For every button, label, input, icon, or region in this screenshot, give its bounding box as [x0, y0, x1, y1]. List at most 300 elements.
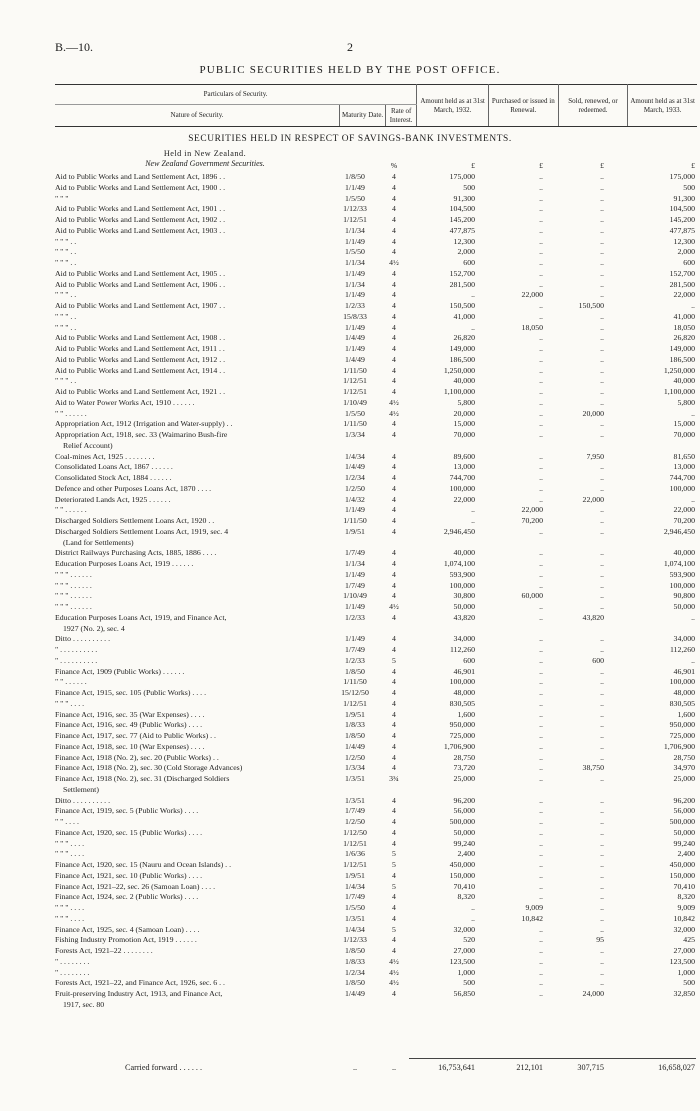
- col-rate: Rate of Interest.: [386, 105, 417, 127]
- cell-rt: 4½: [389, 397, 399, 407]
- cell-mat: 1/2/34: [345, 473, 365, 482]
- cell-a1: 32,000: [453, 924, 475, 934]
- cell-rt: 4: [392, 322, 396, 332]
- cell-a2: 22,000: [521, 290, 543, 300]
- cell-a3: ..: [600, 774, 604, 783]
- table-row: [55, 645, 697, 656]
- cell-a1: 13,000: [453, 462, 475, 472]
- cell-a1: 830,505: [449, 698, 475, 708]
- cell-rt: 4: [392, 870, 396, 880]
- cell-a3: ..: [600, 827, 604, 837]
- table-row: [55, 957, 697, 968]
- cell-nm: " " " . . . .: [55, 838, 85, 848]
- cell-rt: 4: [392, 559, 396, 568]
- cell-mat: 1/9/51: [345, 526, 365, 536]
- cell-a1: 100,000: [449, 580, 475, 590]
- cell-mat: 1/4/34: [345, 451, 365, 461]
- cell-a4: 1,250,000: [663, 365, 695, 375]
- cell-a1: 1,100,000: [443, 387, 475, 396]
- cell-a1: 145,200: [449, 215, 475, 224]
- table-row: [55, 1000, 697, 1011]
- cell-a4: 90,800: [673, 591, 695, 601]
- cell-a4: ..: [691, 408, 695, 418]
- total-rule: [409, 1058, 696, 1059]
- table-row: [55, 882, 697, 893]
- cell-nm: Aid to Public Works and Land Settlement Act, 1912 . .: [55, 354, 226, 364]
- cell-a1: 96,200: [453, 795, 475, 805]
- cell-nm: Aid to Water Power Works Act, 1910 . . . . . .: [55, 397, 195, 407]
- cell-a2: ..: [539, 849, 543, 859]
- cell-nm: " " . . . . . .: [55, 408, 87, 418]
- cell-a3: ..: [600, 268, 604, 278]
- cell-rt: 4: [392, 268, 396, 278]
- cell-rt: 4: [392, 698, 396, 708]
- cell-mat: 1/7/49: [345, 645, 365, 654]
- cell-nm: " " " . . . . . .: [55, 580, 92, 590]
- cell-a1: 152,700: [449, 268, 475, 278]
- cell-nm: Finance Act, 1921, sec. 10 (Public Works) . . . .: [55, 870, 203, 880]
- cell-a4: 9,009: [677, 903, 695, 912]
- table-row: [55, 430, 697, 441]
- cell-a4: 15,000: [673, 419, 695, 429]
- cell-a1: 43,820: [453, 612, 475, 622]
- cell-a4: 40,000: [673, 548, 695, 558]
- table-row: [55, 989, 697, 1000]
- cell-rt: 4: [392, 892, 396, 902]
- cell-nm: Fishing Industry Promotion Act, 1919 . . . . . .: [55, 935, 197, 945]
- cell-a3: ..: [600, 698, 604, 708]
- cell-a3: ..: [600, 344, 604, 353]
- cell-a3: ..: [600, 602, 604, 611]
- cell-rt: 4: [392, 634, 396, 644]
- cell-rt: 4: [392, 419, 396, 429]
- cell-a2: ..: [539, 225, 543, 235]
- table-row: [55, 505, 697, 516]
- cell-a1: 91,300: [453, 193, 475, 203]
- cell-rt: 4: [392, 666, 396, 676]
- cell-a4: 500: [683, 978, 695, 988]
- cell-a2: ..: [539, 397, 543, 407]
- cell-a1: 1,074,100: [443, 559, 475, 568]
- table-row: [55, 978, 697, 989]
- cell-mat: 1/4/34: [345, 881, 365, 891]
- cell-a4: 281,500: [669, 279, 695, 289]
- cell-nm: Aid to Public Works and Land Settlement Act, 1903 . .: [55, 225, 226, 235]
- gov-securities-heading: New Zealand Government Securities.: [145, 159, 265, 168]
- totals-label: Carried forward . . . . . .: [125, 1063, 203, 1072]
- cell-mat: 1/9/51: [345, 870, 365, 880]
- cell-a2: ..: [539, 483, 543, 493]
- cell-a3: ..: [600, 978, 604, 988]
- cell-a4: 2,400: [677, 849, 695, 859]
- cell-a3: ..: [600, 365, 604, 375]
- cell-a1: 25,000: [453, 774, 475, 783]
- cell-a4: 70,000: [673, 430, 695, 439]
- cell-a3: ..: [600, 473, 604, 482]
- cell-a2: ..: [539, 946, 543, 955]
- cell-a4: 32,000: [673, 924, 695, 934]
- cell-rt: 4: [392, 193, 396, 203]
- cell-a2: ..: [539, 602, 543, 611]
- table-row: [55, 731, 697, 742]
- cell-a3: ..: [600, 548, 604, 558]
- cell-rt: 4: [392, 204, 396, 214]
- cell-mat: 1/6/36: [345, 849, 365, 859]
- cell-a1: 950,000: [449, 720, 475, 730]
- cell-mat: 1/2/33: [345, 612, 365, 622]
- cell-a2: ..: [539, 354, 543, 364]
- cell-a1: 1,250,000: [443, 365, 475, 375]
- cell-nm: " " " . .: [55, 290, 77, 300]
- cell-mat: 1/1/49: [345, 634, 365, 644]
- cell-rt: 4: [392, 462, 396, 472]
- cell-a1: 500: [463, 978, 475, 988]
- cell-a2: ..: [539, 709, 543, 719]
- table-row: [55, 688, 697, 699]
- cell-a2: 10,842: [521, 913, 543, 923]
- table-row: [55, 280, 697, 291]
- document-title: PUBLIC SECURITIES HELD BY THE POST OFFICE.: [199, 64, 501, 76]
- cell-nm: Aid to Public Works and Land Settlement Act, 1901 . .: [55, 204, 226, 214]
- cell-a3: ..: [600, 720, 604, 730]
- cell-mat: 1/10/49: [343, 591, 367, 601]
- cell-rt: 5: [392, 655, 396, 665]
- cell-rt: 4: [392, 935, 396, 945]
- cell-rt: 4½: [389, 408, 399, 418]
- cell-mat: 1/12/51: [343, 215, 367, 224]
- cell-a4: 593,900: [669, 569, 695, 579]
- cell-a1: 22,000: [453, 494, 475, 504]
- cell-a2: ..: [539, 247, 543, 257]
- cell-a4: 112,260: [669, 645, 695, 654]
- cell-a1: 26,820: [453, 333, 475, 343]
- cell-nm: Fruit-preserving Industry Act, 1913, and Finance Act,: [55, 989, 223, 998]
- cell-a1: 2,000: [457, 247, 475, 257]
- table-row: [55, 366, 697, 377]
- cell-a3: ..: [600, 580, 604, 590]
- cell-nm: Finance Act, 1918, sec. 10 (War Expenses) . . . .: [55, 741, 205, 751]
- cell-mat: 1/8/50: [345, 666, 365, 676]
- table-row: [55, 968, 697, 979]
- cell-mat: 1/2/33: [345, 301, 365, 310]
- cell-a4: 830,505: [669, 698, 695, 708]
- cell-a1: 112,260: [449, 645, 475, 654]
- cell-rt: 4½: [389, 956, 399, 966]
- table-row: [55, 409, 697, 420]
- cell-a3: ..: [600, 397, 604, 407]
- cell-a4: 123,500: [669, 956, 695, 966]
- cell-nm: Finance Act, 1921–22, sec. 26 (Samoan Loan) . . . .: [55, 881, 216, 891]
- cell-rt: 4: [392, 301, 396, 310]
- cell-a4: 104,500: [669, 204, 695, 214]
- col-sold: Sold, renewed, or redeemed.: [558, 85, 628, 127]
- cell-a2: ..: [539, 193, 543, 203]
- cell-a2: 18,050: [521, 322, 543, 332]
- cell-a2: ..: [539, 924, 543, 934]
- cell-rt: 4: [392, 989, 396, 998]
- cell-a2: ..: [539, 881, 543, 891]
- table-row: [55, 613, 697, 624]
- cell-a2: ..: [539, 430, 543, 439]
- cell-nm: Finance Act, 1915, sec. 105 (Public Works) . . . .: [55, 688, 207, 697]
- cell-nm: Finance Act, 1920, sec. 15 (Public Works) . . . .: [55, 827, 203, 837]
- cell-a4: 1,706,900: [663, 741, 695, 751]
- cell-mat: 1/9/51: [345, 709, 365, 719]
- cell-a4: 145,200: [669, 215, 695, 224]
- cell-a1: 593,900: [449, 569, 475, 579]
- cell-a4: 22,000: [673, 505, 695, 515]
- cell-nm: Discharged Soldiers Settlement Loans Act, 1919, sec. 4: [55, 526, 229, 536]
- cell-a1: 73,720: [453, 763, 475, 773]
- cell-a3: ..: [600, 333, 604, 343]
- cell-a3: ..: [600, 946, 604, 955]
- cell-a2: ..: [539, 956, 543, 966]
- cell-a3: ..: [600, 892, 604, 902]
- cell-nm: " " " . .: [55, 376, 77, 386]
- cell-a4: 34,000: [673, 634, 695, 644]
- cell-rt: 4: [392, 709, 396, 719]
- cell-a1: 450,000: [449, 860, 475, 869]
- cell-mat: 1/4/49: [345, 354, 365, 364]
- cell-rt: 4: [392, 645, 396, 654]
- cell-a4: 40,000: [673, 376, 695, 386]
- table-row: [55, 581, 697, 592]
- cell-rt: 4: [392, 354, 396, 364]
- cell-a3: 600: [592, 655, 604, 665]
- col-particulars: Particulars of Security.: [55, 85, 417, 105]
- totals-a3: 307,715: [577, 1063, 604, 1072]
- cell-a3: 7,950: [586, 451, 604, 461]
- cell-a1: 725,000: [449, 731, 475, 740]
- cell-a1: 15,000: [453, 419, 475, 429]
- cell-a1: ..: [471, 913, 475, 923]
- cell-a4: 25,000: [673, 774, 695, 783]
- cell-nm: Aid to Public Works and Land Settlement Act, 1906 . .: [55, 279, 226, 289]
- cell-a2: ..: [539, 494, 543, 504]
- cell-a4: 100,000: [669, 677, 695, 687]
- cell-a3: ..: [600, 956, 604, 966]
- table-row: [55, 548, 697, 559]
- cell-a2: ..: [539, 462, 543, 472]
- cell-a2: ..: [539, 688, 543, 697]
- cell-a2: ..: [539, 279, 543, 289]
- cell-rt: 4: [392, 172, 396, 181]
- cell-a1: 500: [463, 182, 475, 192]
- cell-a3: ..: [600, 182, 604, 192]
- cell-a1: 99,240: [453, 838, 475, 848]
- cell-a3: ..: [600, 860, 604, 869]
- cell-a1: 600: [463, 258, 475, 267]
- cell-nm: (Land for Settlements): [63, 537, 134, 547]
- cell-a1: 46,901: [453, 666, 475, 676]
- table-row: [55, 194, 697, 205]
- cell-rt: 5: [392, 860, 396, 869]
- cell-rt: 4: [392, 483, 396, 493]
- cell-mat: 1/1/34: [345, 279, 365, 289]
- table-row: [55, 667, 697, 678]
- cell-a4: 26,820: [673, 333, 695, 343]
- cell-a2: ..: [539, 333, 543, 343]
- col-purchased: Purchased or issued in Renewal.: [489, 85, 559, 127]
- cell-a4: ..: [691, 301, 695, 310]
- cell-nm: Finance Act, 1909 (Public Works) . . . . . .: [55, 666, 185, 676]
- cell-mat: 1/2/50: [345, 483, 365, 493]
- cell-rt: 4½: [389, 258, 399, 267]
- cell-nm: Finance Act, 1916, sec. 49 (Public Works) . . . .: [55, 720, 203, 730]
- cell-nm: " " " . . . . . .: [55, 602, 92, 611]
- cell-a1: 104,500: [449, 204, 475, 214]
- unit-rate: %: [390, 161, 398, 170]
- cell-a1: 40,000: [453, 548, 475, 558]
- cell-mat: 1/1/49: [345, 602, 365, 611]
- cell-a3: ..: [600, 215, 604, 224]
- cell-a1: ..: [471, 516, 475, 525]
- cell-a2: ..: [539, 634, 543, 644]
- cell-a3: ..: [600, 688, 604, 697]
- cell-mat: 1/8/50: [345, 731, 365, 740]
- cell-a4: 152,700: [669, 268, 695, 278]
- unit-row: [55, 161, 697, 172]
- cell-mat: 1/12/50: [343, 827, 367, 837]
- cell-a4: 10,842: [673, 913, 695, 923]
- cell-a3: ..: [600, 870, 604, 880]
- table-row: [55, 172, 697, 183]
- cell-rt: 4: [392, 526, 396, 536]
- cell-rt: 4: [392, 731, 396, 740]
- cell-mat: 1/7/49: [345, 548, 365, 558]
- table-row: [55, 946, 697, 957]
- cell-a3: ..: [600, 569, 604, 579]
- cell-nm: Consolidated Loans Act, 1867 . . . . . .: [55, 462, 173, 472]
- cell-a3: ..: [600, 430, 604, 439]
- cell-rt: 4: [392, 720, 396, 730]
- cell-nm: Finance Act, 1917, sec. 77 (Aid to Public Works) . .: [55, 731, 216, 740]
- cell-rt: 4: [392, 451, 396, 461]
- cell-nm: Finance Act, 1920, sec. 15 (Nauru and Ocean Islands) . .: [55, 860, 232, 869]
- cell-mat: 1/12/33: [343, 935, 367, 945]
- cell-a4: ..: [691, 494, 695, 504]
- cell-nm: Education Purposes Loans Act, 1919 . . . . . .: [55, 559, 194, 568]
- cell-nm: " " . . . . . .: [55, 677, 87, 687]
- totals-a4: 16,658,027: [658, 1063, 695, 1072]
- table-row: [55, 376, 697, 387]
- cell-a2: ..: [539, 387, 543, 396]
- cell-rt: 4: [392, 376, 396, 386]
- table-row: [55, 269, 697, 280]
- cell-rt: 4: [392, 817, 396, 826]
- cell-nm: " . . . . . . . .: [55, 956, 90, 966]
- cell-mat: 1/3/51: [345, 774, 365, 783]
- section-title: SECURITIES HELD IN RESPECT OF SAVINGS-BANK INVESTMENTS.: [188, 134, 512, 144]
- cell-a4: 41,000: [673, 311, 695, 321]
- cell-nm: Aid to Public Works and Land Settlement Act, 1907 . .: [55, 301, 226, 310]
- cell-mat: 1/5/50: [345, 408, 365, 418]
- cell-nm: " " " . .: [55, 247, 77, 257]
- cell-a3: ..: [600, 279, 604, 289]
- cell-a2: ..: [539, 451, 543, 461]
- cell-rt: 4: [392, 741, 396, 751]
- totals-rate: ..: [391, 1063, 397, 1072]
- cell-a2: ..: [539, 526, 543, 536]
- cell-mat: 1/3/51: [345, 913, 365, 923]
- cell-nm: Finance Act, 1918 (No. 2), sec. 31 (Discharged Soldiers: [55, 774, 230, 783]
- cell-a3: ..: [600, 752, 604, 762]
- cell-a1: 2,946,450: [443, 526, 475, 536]
- cell-mat: 1/12/51: [343, 698, 367, 708]
- table-row: [55, 452, 697, 463]
- cell-mat: 1/1/49: [345, 268, 365, 278]
- cell-a4: 46,901: [673, 666, 695, 676]
- cell-a1: 150,500: [449, 301, 475, 310]
- cell-nm: Settlement): [63, 784, 99, 794]
- cell-mat: 1/8/50: [345, 946, 365, 955]
- cell-a1: 50,000: [453, 827, 475, 837]
- cell-nm: " " " . . . .: [55, 913, 85, 923]
- table-row: [55, 624, 697, 635]
- cell-mat: 1/3/51: [345, 795, 365, 805]
- cell-rt: 4: [392, 569, 396, 579]
- cell-a3: ..: [600, 354, 604, 364]
- cell-a3: ..: [600, 591, 604, 601]
- table-row: [55, 785, 697, 796]
- cell-rt: 4: [392, 612, 396, 622]
- cell-a3: ..: [600, 903, 604, 912]
- cell-mat: 1/4/49: [345, 741, 365, 751]
- cell-a2: 60,000: [521, 591, 543, 601]
- table-row: [55, 290, 697, 301]
- table-row: [55, 828, 697, 839]
- cell-rt: 5: [392, 881, 396, 891]
- table-row: [55, 333, 697, 344]
- cell-a1: 56,000: [453, 806, 475, 816]
- cell-a1: 12,300: [453, 236, 475, 246]
- cell-a2: ..: [539, 548, 543, 558]
- cell-nm: Finance Act, 1916, sec. 35 (War Expenses) . . . .: [55, 709, 205, 719]
- cell-rt: 4: [392, 236, 396, 246]
- cell-a2: ..: [539, 311, 543, 321]
- cell-mat: 1/7/49: [345, 892, 365, 902]
- cell-a2: ..: [539, 365, 543, 375]
- table-row: [55, 925, 697, 936]
- cell-a4: 50,000: [673, 602, 695, 611]
- cell-nm: Finance Act, 1918 (No. 2), sec. 30 (Cold Storage Advances): [55, 763, 243, 773]
- cell-nm: Finance Act, 1925, sec. 4 (Samoan Loan) . . . .: [55, 924, 200, 934]
- cell-rt: 4: [392, 827, 396, 837]
- cell-a1: 281,500: [449, 279, 475, 289]
- table-row: [55, 720, 697, 731]
- cell-mat: 1/3/34: [345, 763, 365, 773]
- cell-nm: " " " . .: [55, 258, 77, 267]
- cell-a2: ..: [539, 720, 543, 730]
- cell-a3: ..: [600, 849, 604, 859]
- cell-a1: 2,400: [457, 849, 475, 859]
- cell-mat: 1/7/49: [345, 580, 365, 590]
- held-in-heading: Held in New Zealand.: [163, 149, 247, 158]
- cell-nm: " " " . .: [55, 322, 77, 332]
- cell-nm: Coal-mines Act, 1925 . . . . . . . .: [55, 451, 155, 461]
- cell-a1: 520: [463, 935, 475, 945]
- table-row: [55, 215, 697, 226]
- cell-a3: 43,820: [582, 612, 604, 622]
- cell-rt: 4: [392, 591, 396, 601]
- cell-mat: 1/4/34: [345, 924, 365, 934]
- table-row: [55, 462, 697, 473]
- cell-rt: 4: [392, 333, 396, 343]
- cell-rt: 4: [392, 225, 396, 235]
- cell-a3: ..: [600, 376, 604, 386]
- cell-mat: 1/12/51: [343, 376, 367, 386]
- cell-a2: ..: [539, 172, 543, 181]
